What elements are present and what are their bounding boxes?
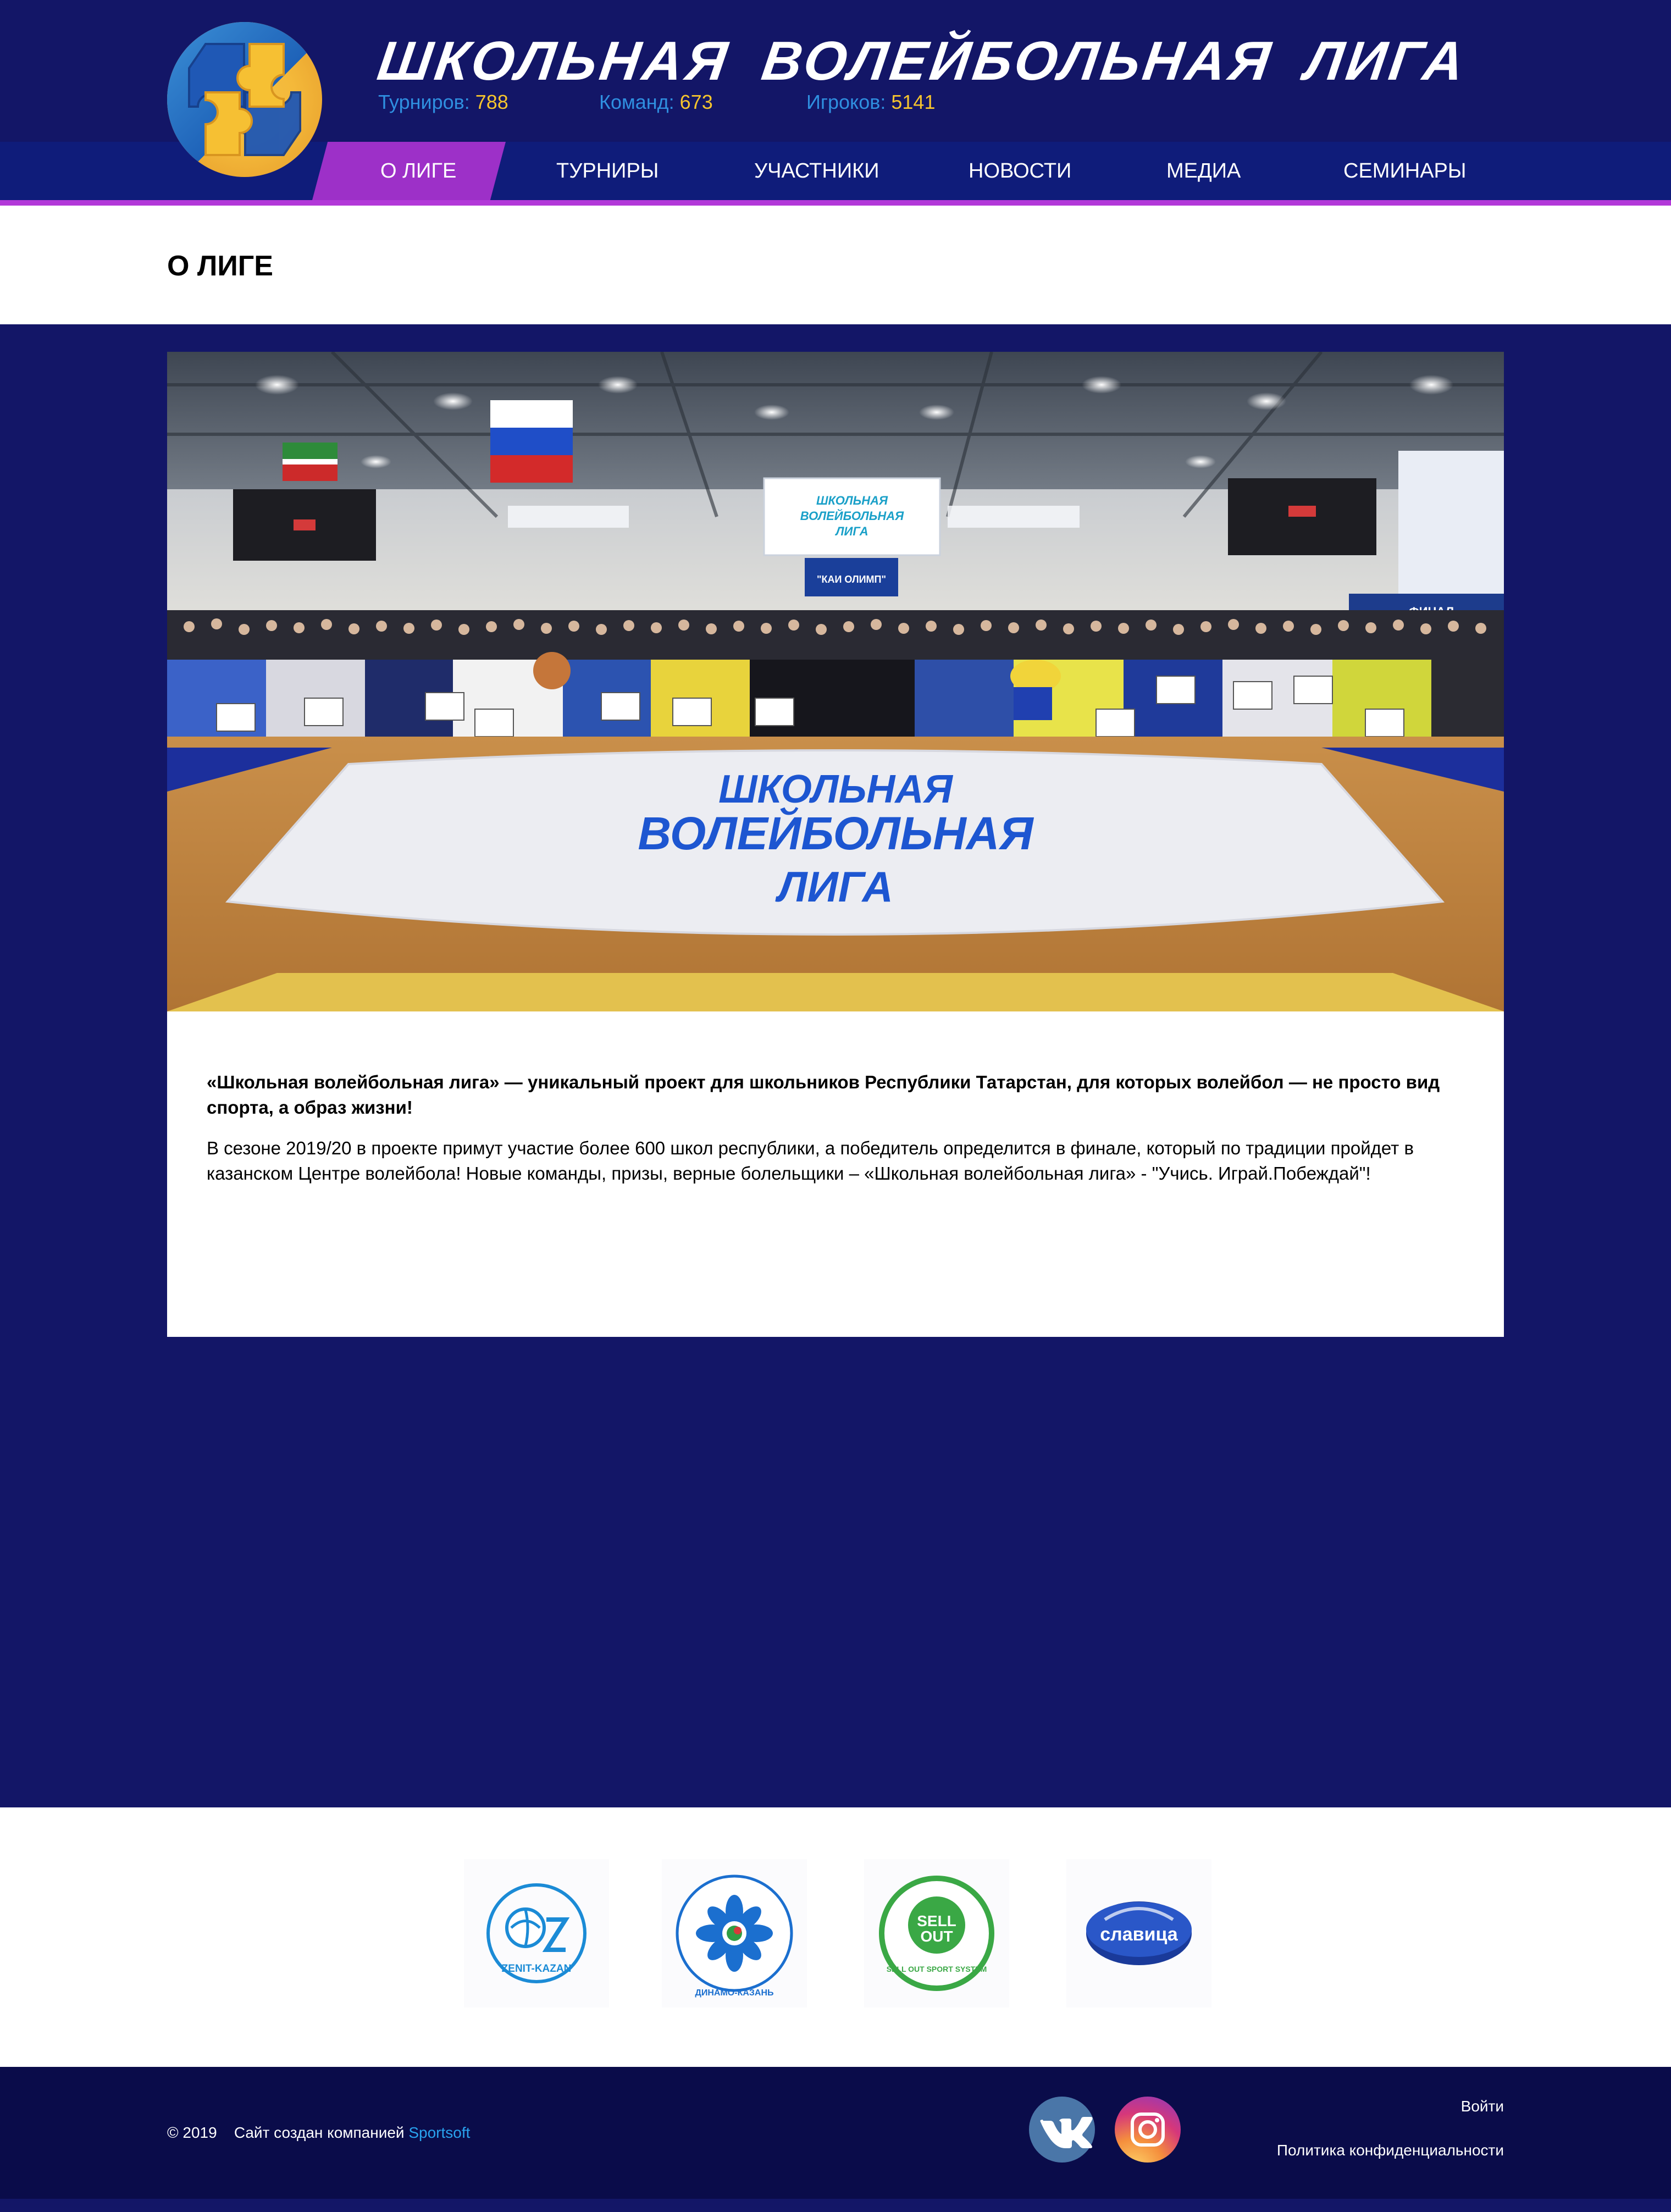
lead-paragraph: «Школьная волейбольная лига» — уникальный проект для школьников Республики Татарстан, для которых волейбол — не просто вид спорта, а образ жизни! — [207, 1072, 1440, 1118]
stat-tournaments — [378, 91, 508, 114]
site-header — [0, 0, 1671, 206]
copyright-year: © 2019 — [167, 2124, 217, 2141]
stat-value: 5141 — [891, 91, 936, 113]
sign-text: "КАИ ОЛИМП" — [816, 574, 887, 585]
about-text — [207, 1070, 1465, 1202]
league-logo[interactable] — [167, 22, 322, 177]
nav-item-participants[interactable]: УЧАСТНИКИ — [754, 159, 879, 183]
banner-line: ШКОЛЬНАЯ — [816, 494, 888, 507]
gym-photo-image — [167, 352, 1504, 1011]
company-link[interactable]: Sportsoft — [408, 2124, 471, 2141]
stat-label: Турниров: — [378, 91, 470, 113]
instagram-icon — [1115, 2097, 1181, 2163]
privacy-policy-link[interactable]: Политика конфиденциальности — [1276, 2142, 1504, 2159]
vk-link[interactable] — [1029, 2097, 1095, 2163]
sponsor-dinamo-kazan[interactable] — [662, 1859, 807, 2008]
sponsor-text: ZENIT-KAZAN — [501, 1963, 572, 1975]
floor-text: ЛИГА — [778, 862, 893, 911]
instagram-link[interactable] — [1115, 2097, 1181, 2163]
copyright — [167, 2124, 470, 2142]
banner-line: ВОЛЕЙБОЛЬНАЯ — [800, 509, 904, 523]
made-by-label: Сайт создан компанией — [234, 2124, 405, 2141]
footer-bottom-strip — [0, 2199, 1671, 2212]
slavica-logo-icon — [1066, 1859, 1211, 2008]
stat-teams — [599, 91, 713, 114]
floor-text: ВОЛЕЙБОЛЬНАЯ — [638, 808, 1033, 859]
site-title: ШКОЛЬНАЯ ВОЛЕЙБОЛЬНАЯ ЛИГА — [374, 30, 1471, 92]
body-paragraph: В сезоне 2019/20 в проекте примут участие более 600 школ республики, а победитель определится в финале, который по традиции пройдет в казанском Центре волейбола! Новые команды, призы, верные болельщики – «Школьная волейбольная лига» - "Учись. Играй.Побеждай"! — [207, 1138, 1414, 1184]
sell-out-logo-icon — [864, 1859, 1009, 2008]
site-footer — [0, 2067, 1671, 2199]
svg-text:SELL: SELL — [917, 1912, 956, 1929]
zenit-kazan-logo-icon — [464, 1859, 609, 2008]
nav-item-media[interactable]: МЕДИА — [1166, 159, 1241, 183]
vk-icon — [1029, 2097, 1095, 2163]
nav-underline — [0, 200, 1671, 206]
content-card — [167, 352, 1504, 1337]
sponsor-text: ДИНАМО-КАЗАНЬ — [695, 1988, 774, 1998]
sponsor-sell-out[interactable] — [864, 1859, 1009, 2008]
floor-text: ШКОЛЬНАЯ — [718, 767, 953, 811]
stat-value: 673 — [679, 91, 713, 113]
sponsor-text: SELL OUT SPORT SYSTEM — [886, 1965, 987, 1973]
stat-label: Команд: — [599, 91, 674, 113]
login-link[interactable]: Войти — [1460, 2098, 1504, 2115]
dinamo-kazan-logo-icon — [662, 1859, 807, 2008]
puzzle-logo-icon — [167, 22, 322, 177]
nav-item-news[interactable]: НОВОСТИ — [969, 159, 1072, 183]
svg-text:OUT: OUT — [920, 1928, 953, 1945]
sponsor-text: славица — [1100, 1924, 1178, 1945]
nav-item-tournaments[interactable]: ТУРНИРЫ — [556, 159, 659, 183]
stat-value: 788 — [475, 91, 508, 113]
sponsors-strip — [0, 1807, 1671, 2067]
league-photo — [167, 352, 1504, 1011]
page-title-band — [0, 206, 1671, 324]
sponsor-slavica[interactable] — [1066, 1859, 1211, 2008]
nav-item-about[interactable]: О ЛИГЕ — [380, 159, 457, 183]
stat-players — [806, 91, 935, 114]
sponsor-zenit-kazan[interactable] — [464, 1859, 609, 2008]
nav-item-seminars[interactable]: СЕМИНАРЫ — [1343, 159, 1467, 183]
page-title: О ЛИГЕ — [167, 250, 273, 282]
banner-line: ЛИГА — [835, 524, 868, 538]
stat-label: Игроков: — [806, 91, 886, 113]
